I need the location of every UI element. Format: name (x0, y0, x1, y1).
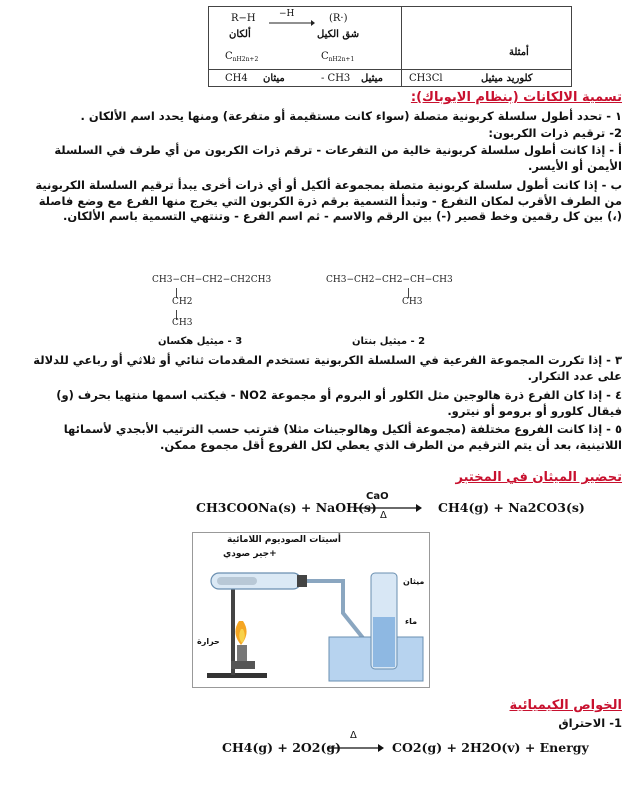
table-arrow-icon (269, 20, 315, 26)
figure-label-methane: ميثان (403, 577, 425, 586)
table-examples-label: أمثلة (509, 47, 529, 58)
structure-left-chain: CH3−CH−CH2−CH2CH3 (152, 275, 272, 285)
figure-label-soda-lime: +جير صودي (223, 549, 277, 559)
table-alkane-formula: R−H (231, 13, 256, 24)
figure-label-sodium-acetate: أسيتات الصوديوم اللامائية (227, 535, 341, 545)
table-ex-methyl-name: ميثيل (361, 73, 383, 84)
rule-4: ٤ - إذا كان الفرع ذرة هالوجين مثل الكلور أو البروم أو مجموعة NO2 - فيكتب اسمها منتهيا بحرف (و) فيقال كلورو أو برومو أو نيترو. (56, 388, 622, 418)
section-title-naming: تسمية الالكانات (بنظام الايوباك): (410, 90, 622, 105)
property-combustion: 1- الاحتراق (558, 716, 622, 730)
equation-combustion-right: CO2(g) + 2H2O(v) + Energy (392, 740, 589, 755)
table-ex-methane-name: ميثان (263, 73, 285, 84)
rule-5: ٥ - إذا كانت الفروع مختلفة (مجموعة ألكيل وهالوجينات مثلا) فترتب حسب الترتيب الأبجدي لأسمائها اللاتينية، بعد أن يتم الترقيم من الطرف الذي يعطي لكل الفروع أقل مجموع ممكن. (63, 422, 622, 452)
section-title-chemical-properties: الخواص الكيميائية (509, 698, 622, 713)
table-alkane-general: $C_{nH2n+2}$ (225, 51, 259, 63)
equation-combustion-arrow-icon (328, 744, 384, 752)
equation-combustion-heat: Δ (350, 730, 357, 741)
equation-preparation-left: CH3COONa(s) + NaOH(s) (196, 500, 377, 515)
equation-combustion-left: CH4(g) + 2O2(g) (222, 740, 342, 755)
table-ex-chloride-name: كلوريد ميثيل (481, 73, 533, 84)
rule-2a: أ - إذا كانت أطول سلسلة كربونية خالية من التفرعات - ترقم ذرات الكربون من أي طرف في السلسلة الأيمن أو الأيسر. (54, 143, 622, 173)
alkane-alkyl-table (208, 6, 572, 87)
table-alkyl-general: $C_{nH2n+1}$ (321, 51, 355, 63)
table-ex-methane-formula: CH4 (225, 73, 248, 84)
structure-left-branch-ch2: CH2 (172, 297, 193, 307)
structure-right-caption: 2 - ميثيل بنتان (352, 336, 426, 347)
structure-right-branch: CH3 (402, 297, 423, 307)
rule-1: ١ - تحدد أطول سلسلة كربونية متصلة (سواء كانت مستقيمة أو متفرعة) ومنها يحدد اسم الألكان . (80, 109, 622, 123)
figure-label-heat: حرارة (197, 637, 220, 646)
equation-preparation-right: CH4(g) + Na2CO3(s) (438, 500, 585, 515)
figure-label-water: ماء (405, 617, 418, 626)
equation-heat-symbol: Δ (380, 510, 387, 521)
section-title-preparation: تحضير الميثان في المختبر (455, 470, 622, 485)
structure-right-chain: CH3−CH2−CH2−CH−CH3 (326, 275, 453, 285)
rule-2: 2- ترقيم ذرات الكربون: (488, 126, 622, 140)
equation-catalyst: CaO (366, 491, 389, 502)
table-ex-chloride-formula: CH3Cl (409, 73, 443, 84)
equation-arrow-icon (356, 504, 422, 512)
table-alkyl-label: شق الكيل (317, 29, 360, 40)
rule-2b: ب - إذا كانت أطول سلسلة كربونية متصلة بمجموعة ألكيل أو أي ذرات أخرى يبدأ ترقيم السلسلة الكربونية من الطرف الأقرب لمكان التفرع - وتبدأ التسمية برقم ذرة الكربون التي يخرج منها الفرع مع وضع فاصلة (،) بين كل رقمين وخط قصير (-) بين الرقم والاسم - ثم اسم الفرع - وتنتهي التسمية باسم الألكان. (35, 178, 622, 223)
table-radical: (R·) (329, 13, 348, 24)
structure-left-caption: 3 - ميثيل هكسان (158, 336, 243, 347)
table-ex-methyl-formula: - CH3 (321, 73, 351, 84)
table-arrow-label: −H (279, 9, 295, 19)
structure-left-branch-ch3: CH3 (172, 318, 193, 328)
table-alkane-label: ألكان (229, 29, 251, 40)
apparatus-figure (192, 532, 430, 688)
rule-3: ٣ - إذا تكررت المجموعة الفرعية في السلسلة الكربونية تستخدم المقدمات ثنائي أو ثلاثي أو رباعي للدلالة على عدد التكرار. (33, 353, 622, 383)
